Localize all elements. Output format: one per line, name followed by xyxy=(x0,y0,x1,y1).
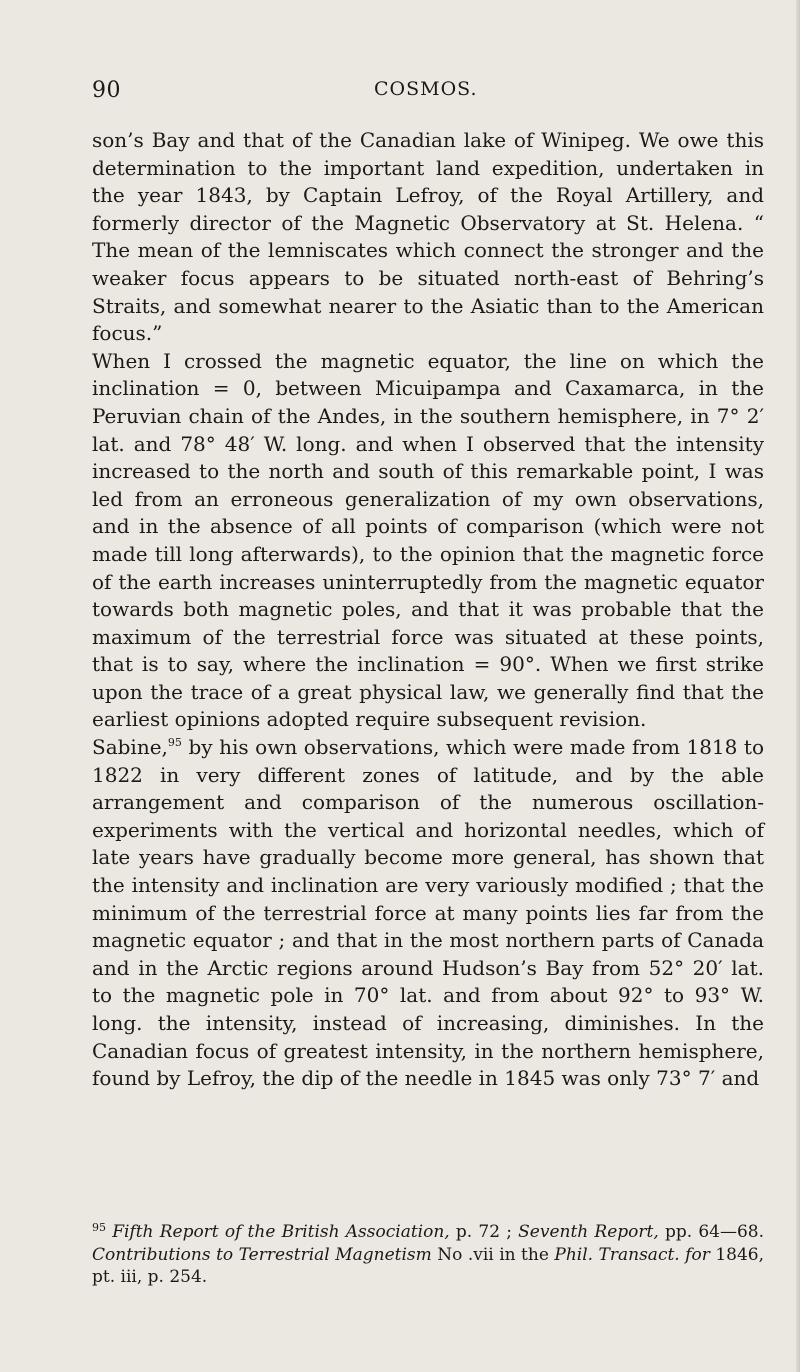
footnote-title-4: Phil. Transact. for xyxy=(554,1244,710,1265)
page-edge-shadow xyxy=(796,0,800,1372)
footnote-reference: 95 xyxy=(167,736,182,750)
footnote-text-4: 1846, pt. iii, p. 254. xyxy=(92,1244,764,1287)
paragraph-3-rest: by his own observations, which were made from 1818 to 1822 in very different zones of latitude, and by the able arrangement and comparison of the numerous oscillation-experiments with the vertical and horizontal needles, which of late years have gradually become more general, has shown that the intensity and inclination are very variously modified ; that the minimum of the terrestrial force at many points lies far from the magnetic equator ; and that in the most northern parts of Canada and in the Arctic regions around Hudson’s Bay from 52° 20′ lat. to the magnetic pole in 70° lat. and from about 92° to 93° W. long. the intensity, instead of increasing, diminishes. In the Canadian focus of greatest intensity, in the northern hemisphere, found by Lefroy, the dip of the needle in 1845 was only 73° 7′ and xyxy=(92,735,764,1091)
footnote-text-3: No .vii in the xyxy=(431,1244,555,1265)
page-header xyxy=(0,78,800,108)
paragraph-3-start: Sabine, xyxy=(92,735,168,760)
footnote-text-2: pp. 64—68. xyxy=(658,1222,765,1242)
footnote-title-1: Fifth Report of the British Association, xyxy=(112,1222,450,1242)
footnote-marker: 95 xyxy=(92,1221,106,1234)
footnote-title-2: Seventh Report, xyxy=(518,1222,659,1242)
body-text xyxy=(92,127,764,1093)
paragraph-1: son’s Bay and that of the Canadian lake of Winipeg. We owe this determination to the important land expedition, undertaken in the year 1843, by Captain Lefroy, of the Royal Artillery, and formerly director of the Magnetic Observatory at St. Helena. “ The mean of the lemniscates which connect the stronger and the weaker focus appears to be situated north-east of Behring’s Straits, and somewhat nearer to the Asiatic than to the American focus.” xyxy=(92,128,764,346)
paragraph-3 xyxy=(92,734,764,1093)
paragraph-2: When I crossed the magnetic equator, the line on which the inclination = 0, between Micuipampa and Caxamarca, in the Peruvian chain of the Andes, in the southern hemisphere, in 7° 2′ lat. and 78° 48′ W. long. and when I observed that the intensity increased to the north and south of this remarkable point, I was led from an erroneous generalization of my own observations, and in the absence of all points of comparison (which were not made till long afterwards), to the opinion that the magnetic force of the earth increases uninterruptedly from the magnetic equator towards both magnetic poles, and that it was probable that the maximum of the terrestrial force was situated at these points, that is to say, where the inclination = 90°. When we first strike upon the trace of a great physical law, we generally find that the earliest opinions adopted require subsequent revision. xyxy=(92,348,764,732)
footnote-title-3: Contributions to Terrestrial Magnetism xyxy=(92,1244,432,1265)
running-head: COSMOS. xyxy=(374,78,478,100)
page-number: 90 xyxy=(92,78,121,103)
footnote xyxy=(92,1217,764,1289)
footnote-text-1: p. 72 ; xyxy=(449,1222,519,1242)
